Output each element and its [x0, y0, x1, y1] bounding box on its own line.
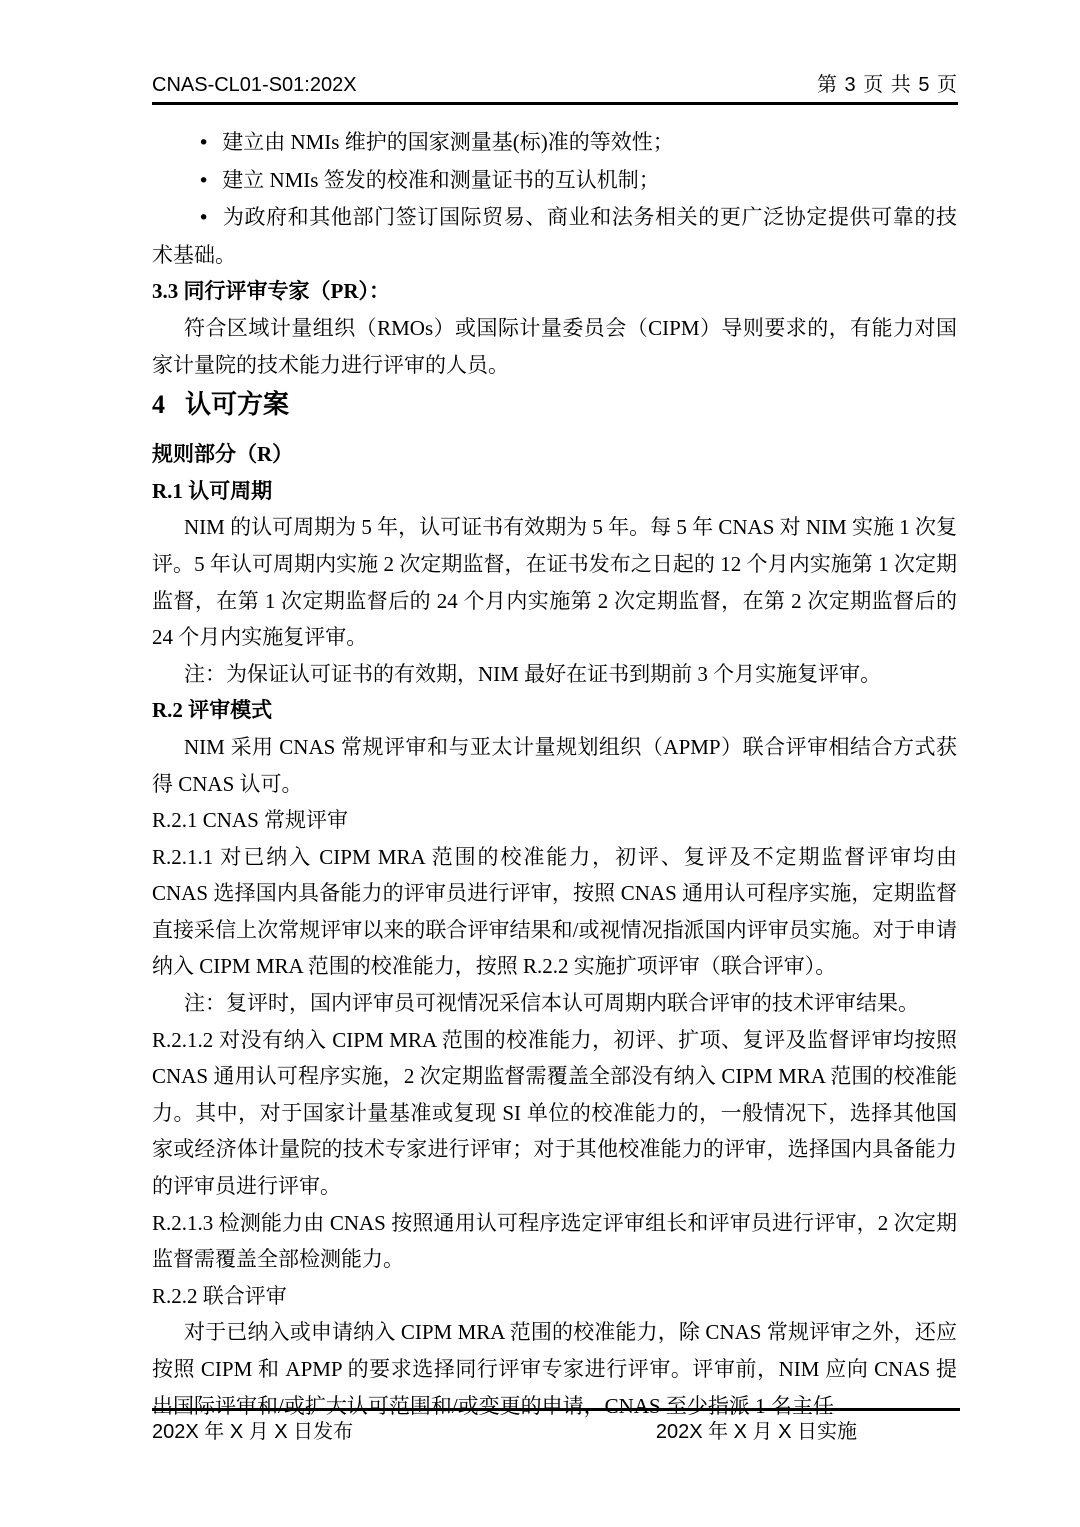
heading-r1-accreditation-cycle: R.1 认可周期 — [152, 478, 273, 503]
document-body — [152, 124, 957, 1424]
heading-r21-cnas-regular-assessment: R.2.1 CNAS 常规评审 — [152, 808, 349, 833]
implement-date: 202X 年 X 月 X 日实施 — [655, 1421, 857, 1443]
bullet-text: 为政府和其他部门签订国际贸易、商业和法务相关的更广泛协定提供可靠的技术基础。 — [152, 205, 957, 267]
paragraph-r22: 对于已纳入或申请纳入 CIPM MRA 范围的校准能力，除 CNAS 常规评审之外，还应按照 CIPM 和 APMP 的要求选择同行评审专家进行评审。评审前，NIM 应向 CNAS 提出国际评审和/或扩大认可范围和/或变更的申请，CNAS 至少指派 1 名主任 — [152, 1320, 957, 1418]
bullet-icon: • — [198, 132, 210, 154]
page-header — [152, 74, 958, 105]
heading-text: 认可方案 — [185, 390, 290, 420]
issue-date: 202X 年 X 月 X 日发布 — [152, 1421, 354, 1443]
paragraph-r213: R.2.1.3 检测能力由 CNAS 按照通用认可程序选定评审组长和评审员进行评审，2 次定期监督需覆盖全部检测能力。 — [152, 1210, 957, 1272]
paragraph-r211-note: 注：复评时，国内评审员可视情况采信本认可周期内联合评审的技术评审结果。 — [184, 991, 919, 1016]
paragraph-3-3: 符合区域计量组织（RMOs）或国际计量委员会（CIPM）导则要求的，有能力对国家计量院的技术能力进行评审的人员。 — [152, 315, 957, 377]
bullet-text: 建立由 NMIs 维护的国家测量基(标)准的等效性； — [222, 130, 674, 154]
paragraph-r211: R.2.1.1 对已纳入 CIPM MRA 范围的校准能力，初评、复评及不定期监督评审均由 CNAS 选择国内具备能力的评审员进行评审，按照 CNAS 通用认可程序实施，定期监督直接采信上次常规评审以来的联合评审结果和/或视情况指派国内评审员实施。对于申请纳入 CIPM MRA 范围的校准能力，按照 R.2.2 实施扩项评审（联合评审）。 — [152, 844, 958, 979]
bullet-item-3 — [152, 199, 957, 273]
bullet-item-1 — [152, 124, 957, 162]
bullet-icon: • — [198, 207, 210, 230]
heading-rules-part: 规则部分（R） — [152, 442, 294, 467]
paragraph-r212: R.2.1.2 对没有纳入 CIPM MRA 范围的校准能力，初评、扩项、复评及监督评审均按照 CNAS 通用认可程序实施，2 次定期监督需覆盖全部没有纳入 CIPM MRA 范围的校准能力。其中，对于国家计量基准或复现 SI 单位的校准能力的，一般情况下，选择其他国家或经济体计量院的技术专家进行评审；对于其他校准能力的评审，选择国内具备能力的评审员进行评审。 — [152, 1027, 957, 1199]
paragraph-r2: NIM 采用 CNAS 常规评审和与亚太计量规划组织（APMP）联合评审相结合方式获得 CNAS 认可。 — [152, 734, 957, 796]
heading-4-accreditation-scheme — [152, 386, 957, 424]
bullet-item-2 — [152, 162, 957, 200]
page-footer — [152, 1408, 960, 1444]
bullet-icon: • — [198, 169, 210, 192]
heading-r2-assessment-mode: R.2 评审模式 — [152, 698, 273, 723]
heading-3-3-peer-reviewer: 3.3 同行评审专家（PR）： — [152, 279, 390, 304]
heading-number: 4 — [152, 390, 165, 420]
heading-r22-joint-assessment: R.2.2 联合评审 — [152, 1283, 287, 1308]
bullet-text: 建立 NMIs 签发的校准和测量证书的互认机制； — [222, 167, 660, 192]
paragraph-r1-note: 注：为保证认可证书的有效期，NIM 最好在证书到期前 3 个月实施复评审。 — [184, 661, 882, 686]
paragraph-r1: NIM 的认可周期为 5 年，认可证书有效期为 5 年。每 5 年 CNAS 对 NIM 实施 1 次复评。5 年认可周期内实施 2 次定期监督，在证书发布之日起的 12 个月内实施第 1 次定期监督，在第 1 次定期监督后的 24 个月内实施第 2 次定期监督，在第 2 次定期监督后的 24 个月内实施复评审。 — [152, 515, 957, 650]
page-number: 第 3 页 共 5 页 — [816, 74, 958, 96]
document-number: CNAS-CL01-S01:202X — [152, 74, 357, 96]
